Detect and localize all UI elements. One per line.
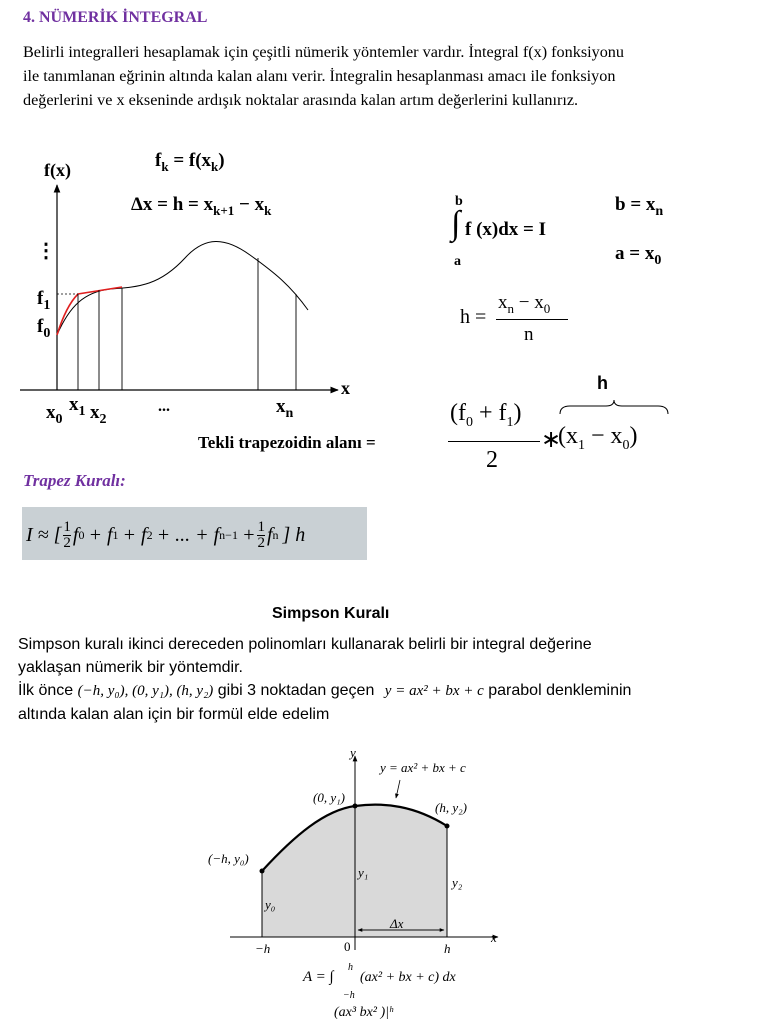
brace-h-label: h	[597, 373, 608, 393]
parabola-equation-label: y = ax² + bx + c	[380, 760, 466, 775]
half-fraction-2: $\frac{1}{2}$	[257, 519, 265, 551]
times-sign: ∗	[541, 427, 562, 453]
simpson-title: Simpson Kuralı	[272, 605, 390, 622]
x0-label: $x_0$	[46, 402, 63, 427]
vertical-dots: ⋮	[36, 240, 56, 262]
parabola-figure	[200, 740, 520, 960]
fig2-y-axis-label: y	[350, 745, 356, 760]
simpson-line-1: Simpson kuralı ikinci dereceden polinomları kullanarak belirli bir integral değerine	[18, 636, 592, 653]
y2-label: y₂	[452, 875, 463, 890]
trapezoid-width: $(x_1 - x_0)$	[558, 423, 638, 453]
f0-label: $f_0$	[37, 316, 51, 341]
section-title: 4. NÜMERİK İNTEGRAL	[23, 9, 208, 26]
y0-label: y₀	[265, 897, 276, 912]
overbrace	[558, 398, 670, 416]
area-upper-limit: h	[348, 962, 353, 973]
ellipsis: ...	[158, 398, 170, 415]
h-formula-numerator: $x_n - x_0$	[498, 292, 551, 316]
intro-line-1: Belirli integralleri hesaplamak için çeşitli nümerik yöntemler vardır. İntegral f(x) fonksiyonu	[23, 43, 624, 61]
point-minus-h-label: (−h, y₀)	[208, 851, 249, 866]
point-h-label: (h, y₂)	[435, 800, 467, 815]
delta-x-equation: $\Delta x = h = x_{k+1} - x_k$	[131, 194, 272, 218]
y1-label: y₁	[358, 865, 369, 880]
trapezoid-fraction-bar	[448, 441, 540, 442]
h-formula-bar	[496, 319, 568, 320]
trapezoid-rule-formula: I ≈ [ 1 2 f 0 + f 1 + f 2 + ... + f n−1 + $\frac{1}{2}$ f n ] h	[26, 519, 306, 551]
intro-line-3: değerlerini ve x ekseninde ardışık noktalar arasında kalan artım değerlerini kullanırız.	[23, 91, 579, 109]
trapezoid-rule-box	[22, 507, 367, 560]
x2-label: $x_2$	[90, 402, 107, 427]
function-figure	[0, 140, 380, 440]
integral-sign: ∫	[451, 205, 461, 242]
x1-label: $x_1$	[69, 394, 86, 419]
area-formula: A = ∫	[303, 969, 334, 985]
intro-paragraph	[23, 40, 745, 112]
a-equation: $a = x_0$	[615, 243, 662, 268]
intro-line-2: ile tanımlanan eğrinin altında kalan alanı verir. İntegralin hesaplanması amacı ile fonksiyon	[23, 67, 616, 85]
trapezoid-denominator: 2	[486, 447, 498, 473]
integral-lower-limit: a	[454, 254, 461, 269]
tick-zero: 0	[344, 939, 351, 954]
area-integrand: (ax² + bx + c) dx	[360, 970, 456, 985]
xn-label: $x_n$	[276, 396, 294, 421]
delta-x-label: Δx	[390, 916, 404, 931]
b-equation: $b = x_n$	[615, 194, 664, 219]
simpson-line-4: altında kalan alan için bir formül elde edelim	[18, 706, 330, 723]
area-next-line: (ax³ bx² )|ʰ	[334, 1005, 393, 1020]
simpson-line-2: yaklaşan nümerik bir yöntemdir.	[18, 659, 243, 676]
tick-minus-h: −h	[255, 941, 271, 956]
fig2-x-axis-label: x	[491, 930, 497, 945]
simpson-paragraph	[18, 633, 758, 726]
h-formula-denominator: n	[524, 324, 534, 345]
y-axis-label: f(x)	[44, 160, 71, 180]
h-formula-lhs: h =	[460, 306, 487, 328]
simpson-line-3: İlk önce (−h, y₀), (0, y₁), (h, y₂) gibi 3 noktadan geçen y = ax² + bx + c parabol denkleminin	[18, 682, 632, 699]
f1-label: $f_1$	[37, 288, 51, 313]
tick-h: h	[444, 941, 451, 956]
half-fraction-1: 1 2	[63, 519, 71, 551]
trapezoid-rule-title: Trapez Kuralı:	[23, 471, 126, 490]
trapezoid-numerator: $(f_0 + f_1)$	[450, 400, 522, 430]
single-trapezoid-label: Tekli trapezoidin alanı =	[198, 433, 376, 452]
x-axis-label: x	[341, 378, 350, 398]
function-curve	[57, 241, 308, 335]
fk-equation: $f_k = f(x_k)$	[155, 150, 225, 174]
integral-body: f (x)dx = I	[465, 219, 547, 240]
point-zero-label: (0, y₁)	[313, 790, 345, 805]
integral-upper-limit: b	[455, 194, 463, 209]
area-lower-limit: −h	[343, 990, 355, 1001]
